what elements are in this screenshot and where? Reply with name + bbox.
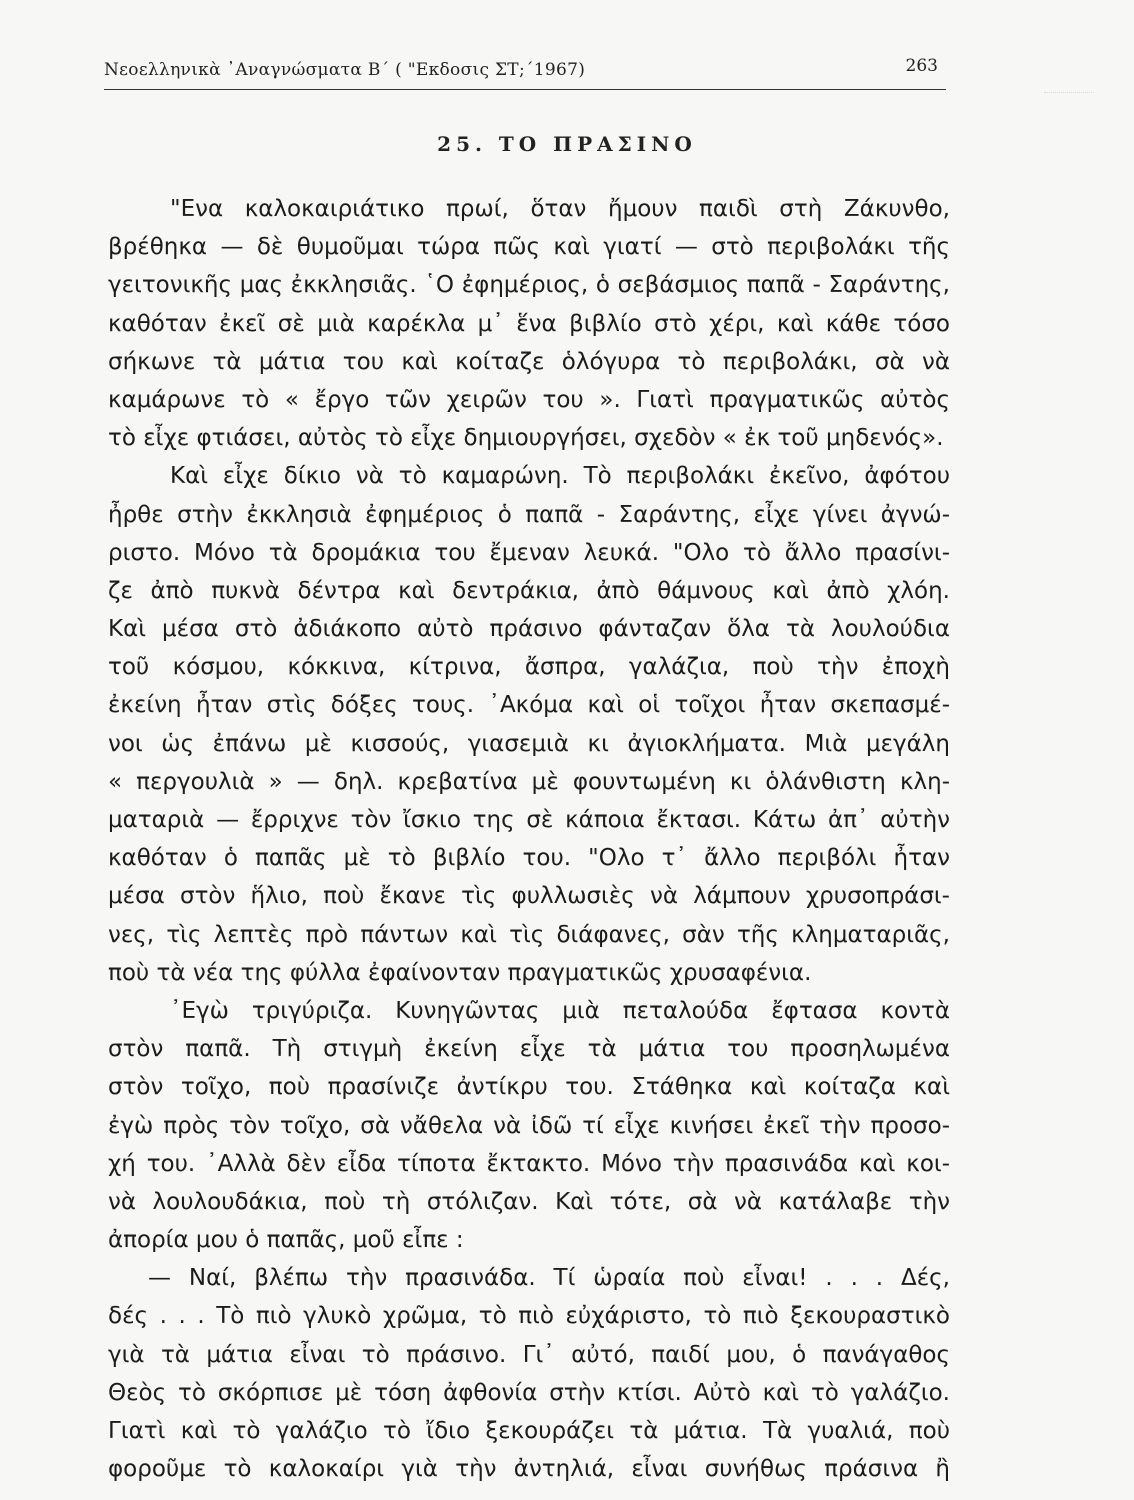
text-line: νες, τὶς λεπτὲς πρὸ πάντων καὶ τὶς διάφανες, σὰν τῆς κληματαριᾶς, (108, 921, 950, 948)
text-line: Καὶ εἶχε δίκιο νὰ τὸ καμαρώνη. Τὸ περιβολάκι ἐκεῖνο, ἀφότου (170, 463, 950, 490)
text-line: καθόταν ὁ παπᾶς μὲ τὸ βιβλίο του. "Ολο τ᾽ ἄλλο περιβόλι ἦταν (108, 845, 950, 872)
text-line: καθόταν ἐκεῖ σὲ μιὰ καρέκλα μ᾽ ἕνα βιβλίο στὸ χέρι, καὶ κάθε τόσο (108, 310, 950, 337)
body-text (108, 190, 950, 1488)
text-line: ζε ἀπὸ πυκνὰ δέντρα καὶ δεντράκια, ἀπὸ θάμνους καὶ ἀπὸ χλόη. (108, 577, 950, 604)
text-line: στὸν παπᾶ. Τὴ στιγμὴ ἐκείνη εἶχε τὰ μάτια του προσηλωμένα (108, 1036, 950, 1063)
text-line: ἐγὼ πρὸς τὸν τοῖχο, σὰ νἄθελα νὰ ἰδῶ τί εἶχε κινήσει ἐκεῖ τὴν προσο- (108, 1112, 950, 1139)
margin-smudge (1044, 92, 1094, 97)
text-line: νοι ὡς ἐπάνω μὲ κισσούς, γιασεμιὰ κι ἀγιοκλήματα. Μιὰ μεγάλη (108, 730, 950, 757)
page-header (104, 52, 946, 88)
running-head: Νεοελληνικὰ ᾽Αναγνώσματα Β΄ ( "Εκδοσις ΣΤ;΄1967) (104, 60, 586, 80)
text-line: γιὰ τὰ μάτια εἶναι τὸ πράσινο. Γι᾽ αὐτό, παιδί μου, ὁ πανάγαθος (108, 1341, 950, 1368)
text-line: ματαριὰ — ἔρριχνε τὸν ἴσκιο της σὲ κάποια ἔκτασι. Κάτω ἀπ᾽ αὐτὴν (108, 807, 950, 833)
text-line: ἦρθε στὴν ἐκκλησιὰ ἐφημέριος ὁ παπᾶ - Σαράντης, εἶχε γίνει ἀγνώ- (108, 501, 950, 528)
text-line: μέσα στὸν ἥλιο, ποὺ ἔκανε τὶς φυλλωσιὲς νὰ λάμπουν χρυσοπράσι- (108, 883, 950, 910)
text-line: χή του. ᾽Αλλὰ δὲν εἶδα τίποτα ἔκτακτο. Μόνο τὴν πρασινάδα καὶ κοι- (108, 1150, 950, 1177)
text-line: « περγουλιὰ » — δηλ. κρεβατίνα μὲ φουντωμένη κι ὁλάνθιστη κλη- (108, 768, 950, 795)
text-line: σήκωνε τὰ μάτια του καὶ κοίταζε ὁλόγυρα τὸ περιβολάκι, σὰ νὰ (108, 348, 950, 375)
text-line: Καὶ μέσα στὸ ἀδιάκοπο αὐτὸ πράσινο φάνταζαν ὅλα τὰ λουλούδια (108, 616, 950, 643)
text-line: καμάρωνε τὸ « ἔργο τῶν χειρῶν του ». Γιατὶ πραγματικῶς αὐτὸς (108, 386, 950, 413)
text-line: ποὺ τὰ νέα της φύλλα ἐφαίνονταν πραγματικῶς χρυσαφένια. (108, 959, 812, 986)
text-line: τὸ εἶχε φτιάσει, αὐτὸς τὸ εἶχε δημιουργήσει, σχεδὸν « ἐκ τοῦ μηδενός». (108, 425, 944, 452)
text-line: στὸν τοῖχο, ποὺ πρασίνιζε ἀντίκρυ του. Στάθηκα καὶ κοίταζα καὶ (108, 1074, 950, 1101)
text-line: "Ενα καλοκαιριάτικο πρωί, ὅταν ἤμουν παιδὶ στὴ Ζάκυνθο, (170, 196, 950, 222)
chapter-title: 25. ΤΟ ΠΡΑΣΙΝΟ (437, 132, 697, 156)
text-line: νὰ λουλουδάκια, ποὺ τὴ στόλιζαν. Καὶ τότε, σὰ νὰ κατάλαβε τὴν (108, 1188, 950, 1215)
text-line: ᾽Εγὼ τριγύριζα. Κυνηγῶντας μιὰ πεταλούδα ἔφτασα κοντὰ (170, 997, 950, 1024)
text-line: φοροῦμε τὸ καλοκαίρι γιὰ τὴν ἀντηλιά, εἶναι συνήθως πράσινα ἢ (108, 1456, 950, 1483)
text-line: Θεὸς τὸ σκόρπισε μὲ τόση ἀφθονία στὴν κτίσι. Αὐτὸ καὶ τὸ γαλάζιο. (108, 1379, 950, 1406)
text-line: — Ναί, βλέπω τὴν πρασινάδα. Τί ὡραία ποὺ εἶναι! . . . Δές, (148, 1265, 950, 1292)
text-line: βρέθηκα — δὲ θυμοῦμαι τώρα πῶς καὶ γιατί — στὸ περιβολάκι τῆς (108, 234, 950, 261)
text-line: ριστο. Μόνο τὰ δρομάκια του ἔμεναν λευκά. "Ολο τὸ ἄλλο πρασίνι- (108, 539, 950, 566)
header-rule (104, 89, 946, 90)
page-number: 263 (905, 56, 938, 76)
text-line: ἀπορία μου ὁ παπᾶς, μοῦ εἶπε : (108, 1227, 464, 1254)
text-line: τοῦ κόσμου, κόκκινα, κίτρινα, ἄσπρα, γαλάζια, ποὺ τὴν ἐποχὴ (108, 654, 950, 681)
text-line: Γιατὶ καὶ τὸ γαλάζιο τὸ ἴδιο ξεκουράζει τὰ μάτια. Τὰ γυαλιά, ποὺ (108, 1418, 950, 1444)
text-line: γειτονικῆς μας ἐκκλησιᾶς. ῾Ο ἐφημέριος, ὁ σεβάσμιος παπᾶ - Σαράντης, (108, 272, 950, 299)
text-line: ἐκείνη ἦταν στὶς δόξες τους. ᾽Ακόμα καὶ οἱ τοῖχοι ἦταν σκεπασμέ- (108, 692, 950, 719)
text-line: δές . . . Τὸ πιὸ γλυκὸ χρῶμα, τὸ πιὸ εὐχάριστο, τὸ πιὸ ξεκουραστικὸ (108, 1303, 950, 1330)
